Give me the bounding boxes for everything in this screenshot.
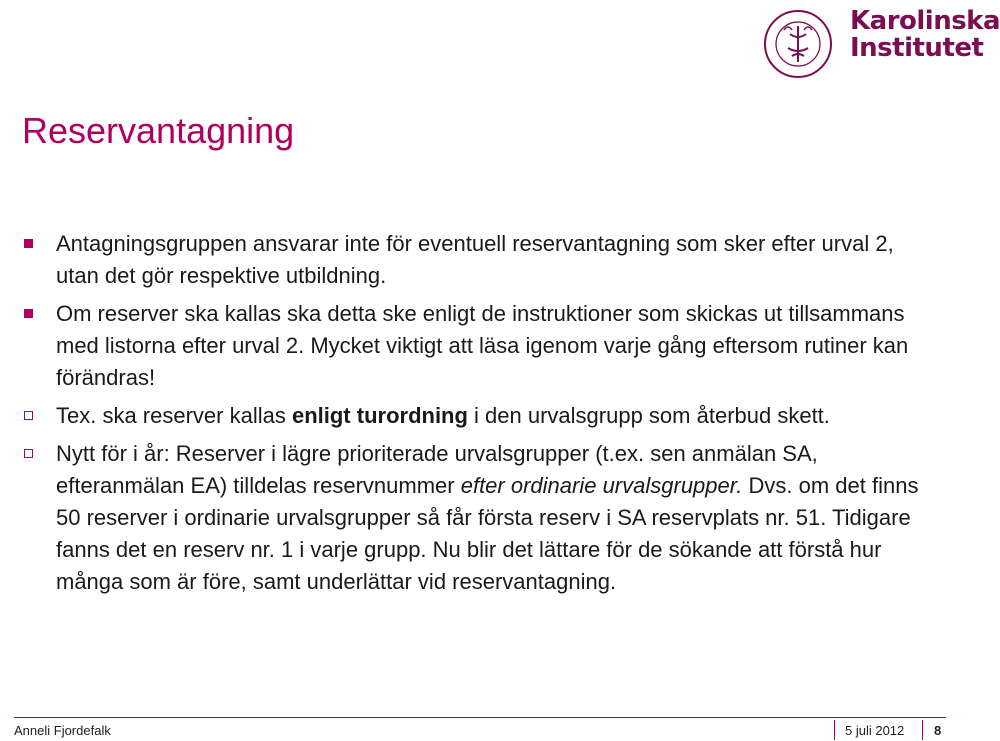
footer-author: Anneli Fjordefalk — [14, 723, 111, 738]
bullet-item — [22, 298, 922, 394]
bullet-text: i den urvalsgrupp som återbud skett. — [467, 403, 830, 428]
footer-divider — [14, 717, 946, 718]
bullet-text: Antagningsgruppen ansvarar inte för eventuell reservantagning som sker efter urval 2, utan det gör respektive utbildning. — [56, 231, 894, 288]
bullet-marker-icon — [24, 309, 33, 318]
bullet-marker-icon — [24, 411, 33, 420]
bullet-text: Om reserver ska kallas ska detta ske enligt de instruktioner som skickas ut tillsammans med listorna efter urval 2. Mycket viktigt att läsa igenom varje gång eftersom rutiner kan förändras! — [56, 301, 909, 390]
bullet-text-italic: efter ordinarie urvalsgrupper. — [460, 473, 743, 498]
bullet-item — [22, 228, 922, 292]
footer-separator — [834, 720, 835, 740]
bullet-text-bold: enligt turordning — [291, 403, 468, 428]
bullet-marker-icon — [24, 449, 33, 458]
footer-separator — [922, 720, 923, 740]
bullet-list — [22, 228, 922, 598]
logo-line1: Karolinska — [850, 6, 1000, 36]
footer-date: 5 juli 2012 — [845, 723, 905, 738]
bullet-item — [22, 438, 922, 598]
bullet-text: Dvs. om det finns 50 reserver i ordinarie urvalsgrupper så får första reserv i SA reservplats nr. 51. Tidigare fanns det en reserv nr. 1 i varje grupp. Nu blir det lättare för de sökande att förstå hur många som är före, samt underlättar vid reservantagning. — [56, 473, 919, 594]
bullet-text: Nytt för i år: Reserver i lägre prioriterade urvalsgrupper (t.ex. sen anmälan SA, efteranmälan EA) tilldelas reservnummer — [56, 441, 818, 498]
logo-line2: Institutet — [850, 33, 984, 63]
bullet-text: Tex. ska reserver kallas — [56, 403, 292, 428]
bullet-item — [22, 400, 922, 432]
bullet-marker-icon — [24, 239, 33, 248]
page-title: Reservantagning — [22, 110, 295, 151]
page-number: 8 — [934, 723, 942, 738]
